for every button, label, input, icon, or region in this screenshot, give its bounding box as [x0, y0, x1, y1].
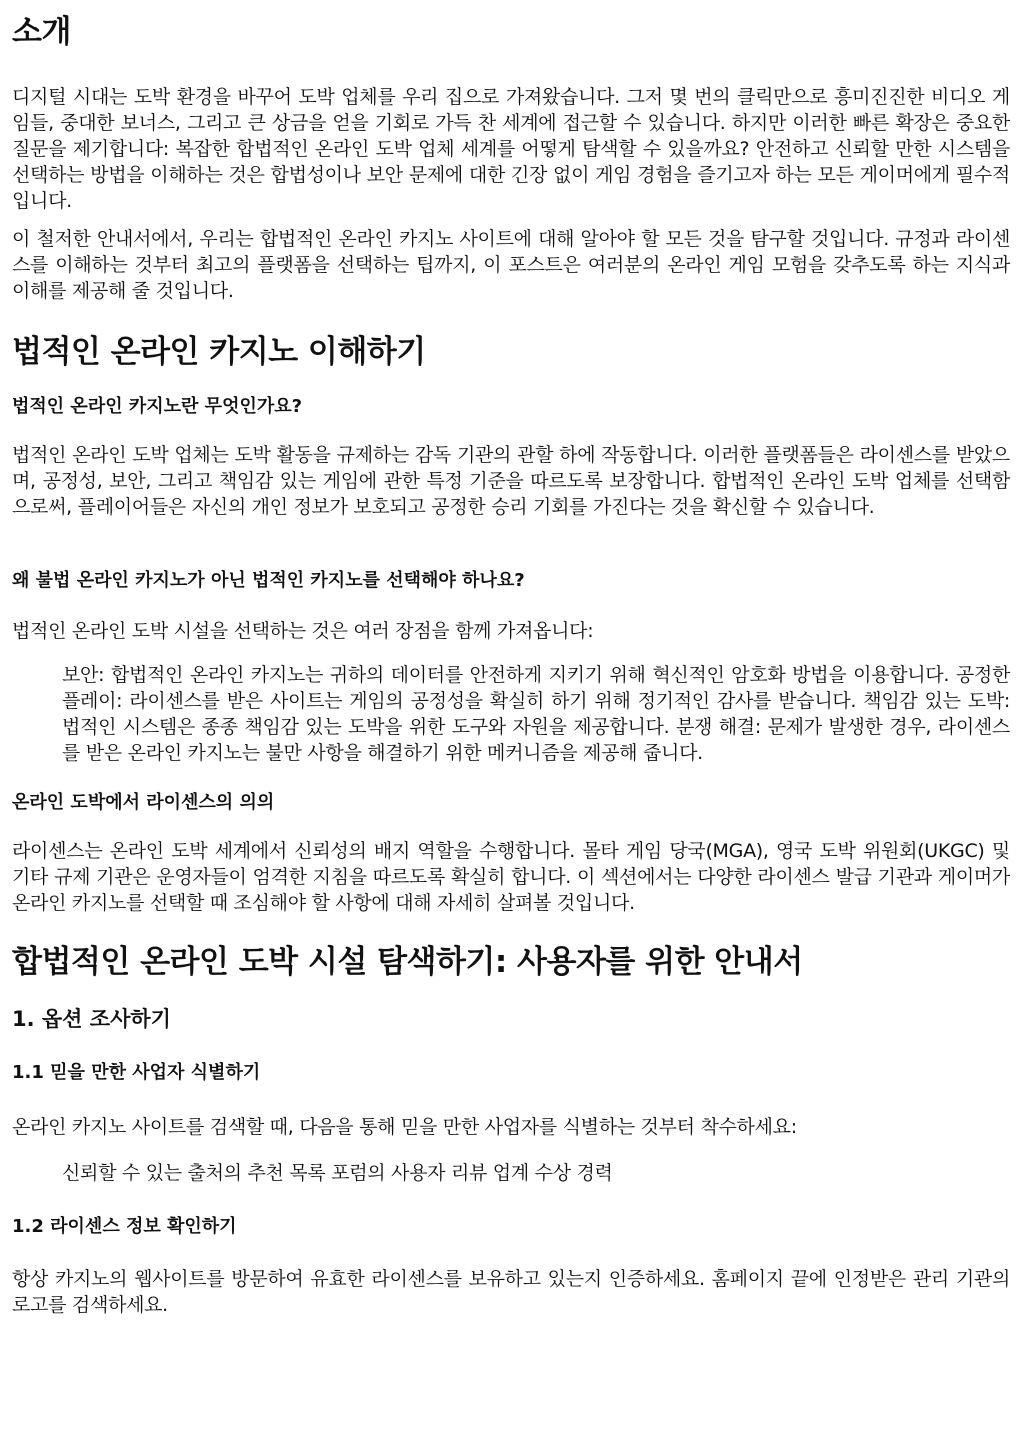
section-1-1-list: 신뢰할 수 있는 출처의 추천 목록 포럼의 사용자 리뷰 업계 수상 경력	[62, 1162, 613, 1184]
section-1-2-heading: 1.2 라이센스 정보 확인하기	[12, 1216, 237, 1237]
license-heading: 온라인 도박에서 라이센스의 의의	[12, 792, 275, 813]
what-heading: 법적인 온라인 카지노란 무엇인가요?	[12, 396, 303, 417]
understanding-heading: 법적인 온라인 카지노 이해하기	[12, 334, 426, 370]
section-1-1-paragraph: 온라인 카지노 사이트를 검색할 때, 다음을 통해 믿을 만한 사업자를 식별하는 것부터 착수하세요:	[12, 1116, 797, 1138]
license-paragraph: 라이센스는 온라인 도박 세계에서 신뢰성의 배지 역할을 수행합니다. 몰타 게임 당국(MGA), 영국 도박 위원회(UKGC) 및 기타 규제 기관은 운영자들이 엄격한 지침을 따르도록 확실히 합니다. 이 섹션에서는 다양한 라이센스 발급 기관과 게이머가 온라인 카지노를 선택할 때 조심해야 할 사항에 대해 자세히 살펴볼 것입니다.	[12, 840, 1010, 914]
intro-heading: 소개	[12, 14, 71, 50]
section-1-1-heading: 1.1 믿을 만한 사업자 식별하기	[12, 1062, 261, 1083]
why-benefits-list: 보안: 합법적인 온라인 카지노는 귀하의 데이터를 안전하게 지키기 위해 혁신적인 암호화 방법을 이용합니다. 공정한 플레이: 라이센스를 받은 사이트는 게임의 공정성을 확실히 하기 위해 정기적인 감사를 받습니다. 책임감 있는 도박: 법적인 시스템은 종종 책임감 있는 도박을 위한 도구와 자원을 제공합니다. 분쟁 해결: 문제가 발생한 경우, 라이센스를 받은 온라인 카지노는 불만 사항을 해결하기 위한 메커니즘을 제공해 줍니다.	[62, 664, 1010, 764]
why-paragraph: 법적인 온라인 도박 시설을 선택하는 것은 여러 장점을 함께 가져옵니다:	[12, 620, 594, 642]
section-1-2-paragraph: 항상 카지노의 웹사이트를 방문하여 유효한 라이센스를 보유하고 있는지 인증하세요. 홈페이지 끝에 인정받은 관리 기관의 로고를 검색하세요.	[12, 1268, 1010, 1316]
why-heading: 왜 불법 온라인 카지노가 아닌 법적인 카지노를 선택해야 하나요?	[12, 570, 525, 591]
what-paragraph: 법적인 온라인 도박 업체는 도박 활동을 규제하는 감독 기관의 관할 하에 작동합니다. 이러한 플랫폼들은 라이센스를 받았으며, 공정성, 보안, 그리고 책임감 있는 게임에 관한 특정 기준을 따르도록 보장합니다. 합법적인 온라인 도박 업체를 선택함으로써, 플레이어들은 자신의 개인 정보가 보호되고 공정한 승리 기회를 가진다는 것을 확신할 수 있습니다.	[12, 444, 1010, 518]
intro-paragraph-2: 이 철저한 안내서에서, 우리는 합법적인 온라인 카지노 사이트에 대해 알아야 할 모든 것을 탐구할 것입니다. 규정과 라이센스를 이해하는 것부터 최고의 플랫폼을 선택하는 팁까지, 이 포스트은 여러분의 온라인 게임 모험을 갖추도록 하는 지식과 이해를 제공해 줄 것입니다.	[12, 228, 1010, 302]
research-heading: 1. 옵션 조사하기	[12, 1007, 171, 1031]
guide-heading: 합법적인 온라인 도박 시설 탐색하기: 사용자를 위한 안내서	[12, 944, 803, 980]
intro-paragraph-1: 디지털 시대는 도박 환경을 바꾸어 도박 업체를 우리 집으로 가져왔습니다. 그저 몇 번의 클릭만으로 흥미진진한 비디오 게임들, 중대한 보너스, 그리고 큰 상금을 얻을 기회로 가득 찬 세계에 접근할 수 있습니다. 하지만 이러한 빠른 확장은 중요한 질문을 제기합니다: 복잡한 합법적인 온라인 도박 업체 세계를 어떻게 탐색할 수 있을까요? 안전하고 신뢰할 만한 시스템을 선택하는 방법을 이해하는 것은 합법성이나 보안 문제에 대한 긴장 없이 게임 경험을 즐기고자 하는 모든 게이머에게 필수적입니다.	[12, 86, 1010, 212]
